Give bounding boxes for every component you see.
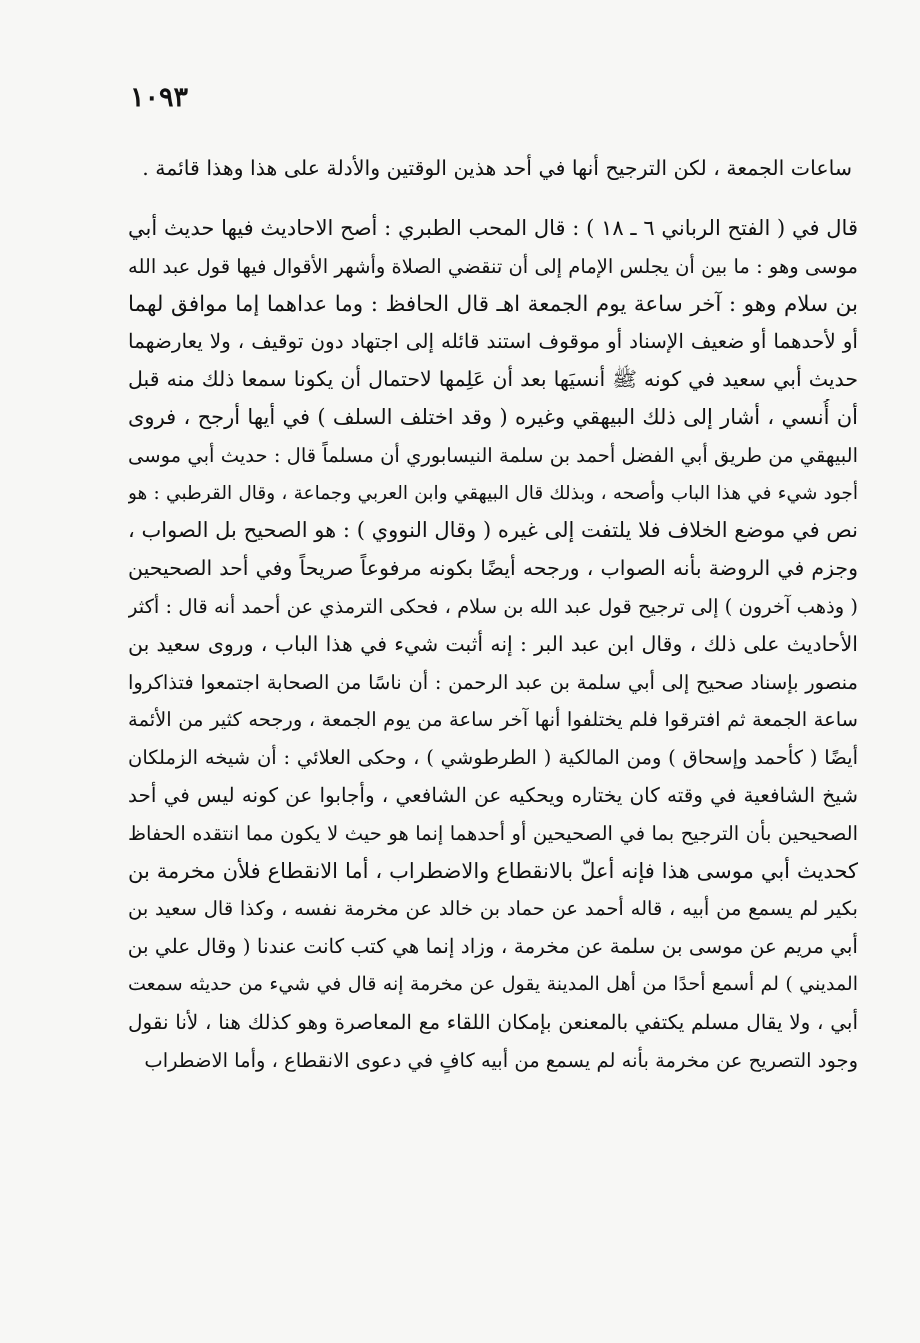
text-line: منصور بإسناد صحيح إلى أبي سلمة بن عبد الرحمن : أن ناسًا من الصحابة اجتمعوا فتذاكروا: [128, 670, 858, 694]
text-line: ساعة الجمعة ثم افترقوا فلم يختلفوا أنها آخر ساعة من يوم الجمعة ، ورجحه كثير من الأئمة: [128, 708, 858, 732]
text-line: أن أُنسي ، أشار إلى ذلك البيهقي وغيره ( وقد اختلف السلف ) في أيها أرجح ، فروى: [128, 404, 858, 429]
text-line: ( وذهب آخرون ) إلى ترجيح قول عبد الله بن سلام ، فحكى الترمذي عن أحمد أنه قال : أكثر: [128, 594, 858, 618]
text-line: موسى وهو : ما بين أن يجلس الإمام إلى أن تنقضي الصلاة وأشهر الأقوال فيها قول عبد الله: [128, 254, 858, 278]
text-line: بن سلام وهو : آخر ساعة يوم الجمعة اهـ قال الحافظ : وما عداهما إما موافق لهما: [128, 291, 858, 317]
text-line: أبي مريم عن موسى بن سلمة عن مخرمة ، وزاد إنما هي كتب كانت عندنا ( وقال علي بن: [128, 934, 858, 959]
text-line: كحديث أبي موسى هذا فإنه أعلّ بالانقطاع والاضطراب ، أما الانقطاع فلأن مخرمة بن: [128, 858, 858, 883]
text-line: وجزم في الروضة بأنه الصواب ، ورجحه أيضًا بكونه مرفوعاً صريحاً وفي أحد الصحيحين: [128, 556, 858, 581]
text-line: شيخ الشافعية في وقته كان يختاره ويحكيه عن الشافعي ، وأجابوا عن كونه ليس في أحد: [128, 782, 858, 807]
text-line: أو لأحدهما أو ضعيف الإسناد أو موقوف استند قائله إلى اجتهاد دون توقيف ، ولا يعارضهما: [128, 329, 858, 354]
text-line: الأحاديث على ذلك ، وقال ابن عبد البر : إنه أثبت شيء في هذا الباب ، وروى سعيد بن: [128, 631, 858, 656]
text-line: البيهقي من طريق أبي الفضل أحمد بن سلمة النيسابوري أن مسلماً قال : حديث أبي موسى: [128, 443, 858, 467]
page-number: ١٠٩٣: [130, 82, 189, 113]
text-line: الصحيحين بأن الترجيح بما في الصحيحين أو أحدهما إنما هو حيث لا يكون مما انتقده الحفاظ: [128, 821, 858, 845]
text-line: قال في ( الفتح الرباني ٦ ـ ١٨ ) : قال المحب الطبري : أصح الاحاديث فيها حديث أبي: [128, 216, 858, 240]
text-line: أجود شيء في هذا الباب وأصحه ، وبذلك قال البيهقي وابن العربي وجماعة ، وقال القرطبي : هو: [128, 482, 858, 504]
text-line: حديث أبي سعيد في كونه ﷺ أنسيَها بعد أن عَلِمها لاحتمال أن يكونا سمعا ذلك منه قبل: [128, 367, 858, 392]
text-line: وجود التصريح عن مخرمة بأنه لم يسمع من أبيه كافٍ في دعوى الانقطاع ، وأما الاضطراب: [144, 1048, 858, 1072]
text-line: بكير لم يسمع من أبيه ، قاله أحمد عن حماد بن خالد عن مخرمة نفسه ، وكذا قال سعيد بن: [128, 897, 858, 921]
text-line: المديني ) لم أسمع أحدًا من أهل المدينة يقول عن مخرمة إنه قال في شيء من حديثه سمعت: [128, 972, 858, 995]
text-line: أيضًا ( كأحمد وإسحاق ) ومن المالكية ( الطرطوشي ) ، وحكى العلائي : أن شيخه الزملكان: [128, 746, 858, 770]
text-line: نص في موضع الخلاف فلا يلتفت إلى غيره ( وقال النووي ) : هو الصحيح بل الصواب ،: [128, 518, 858, 543]
text-line: أبي ، ولا يقال مسلم يكتفي بالمعنعن بإمكان اللقاء مع المعاصرة وهو كذلك هنا ، لأنا نقول: [128, 1009, 858, 1034]
continued-sentence: ساعات الجمعة ، لكن الترجيح أنها في أحد هذين الوقتين والأدلة على هذا وهذا قائمة .: [142, 156, 852, 180]
body-text: [128, 210, 858, 1079]
